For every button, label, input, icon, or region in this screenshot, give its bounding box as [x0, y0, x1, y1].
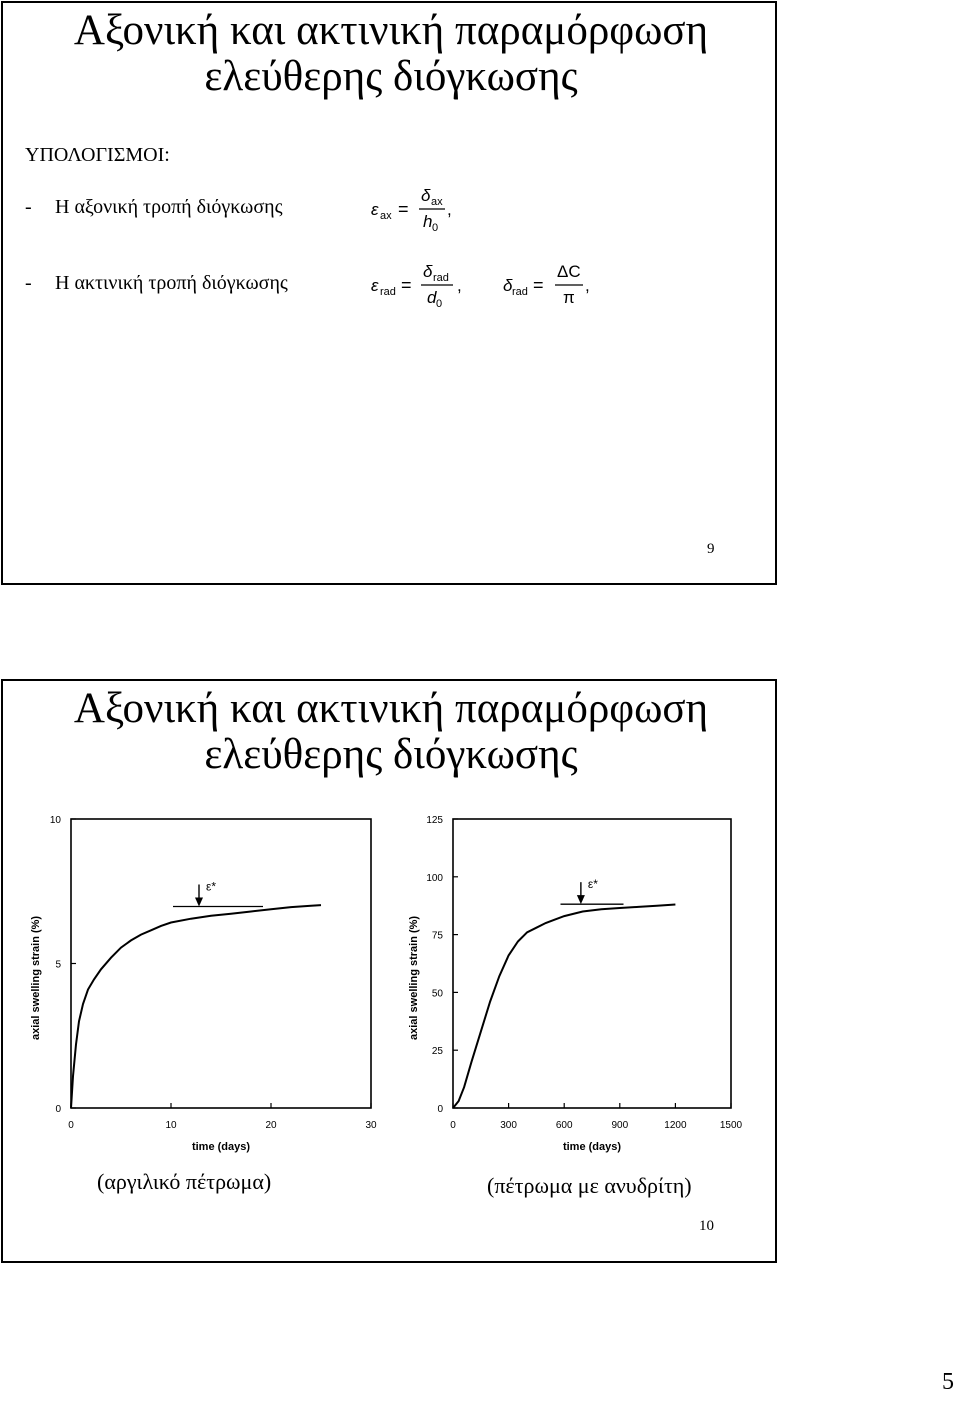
svg-text:rad: rad [512, 286, 528, 298]
x-tick-label: 300 [500, 1120, 517, 1131]
x-tick-label: 10 [165, 1120, 177, 1131]
x-tick-label: 600 [555, 1120, 573, 1131]
svg-text:π: π [563, 288, 575, 307]
slide-10 [1, 679, 777, 1263]
svg-text:δ: δ [421, 186, 431, 205]
swelling-curve [71, 905, 321, 1108]
x-tick-label: 30 [365, 1120, 377, 1131]
slide-9 [1, 1, 777, 585]
bullet-axial-strain: - Η αξονική τροπή διόγκωσης [25, 196, 283, 218]
y-tick-label: 100 [426, 872, 443, 884]
epsilon-star-label: ε* [587, 877, 598, 892]
epsilon-star-arrowhead [195, 897, 203, 906]
bullet-radial-strain: - Η ακτινική τροπή διόγκωσης [25, 272, 288, 294]
plot-frame [453, 819, 731, 1108]
caption-clay-rock: (αργιλικό πέτρωμα) [97, 1169, 272, 1194]
svg-text:d: d [427, 288, 437, 307]
epsilon-star-label: ε* [206, 879, 217, 894]
svg-text:ax: ax [380, 210, 392, 222]
plot-frame [71, 819, 371, 1108]
svg-text:h: h [423, 212, 433, 231]
svg-text:,: , [585, 276, 590, 295]
svg-text:rad: rad [380, 286, 396, 298]
chart-anhydrite-rock [405, 809, 750, 1159]
calculations-label: ΥΠΟΛΟΓΙΣΜΟΙ: [25, 144, 170, 166]
slide-title-line2: ελεύθερης διόγκωσης [204, 53, 578, 100]
y-tick-label: 5 [55, 959, 61, 971]
x-tick-label: 20 [265, 1120, 277, 1131]
svg-text:rad: rad [433, 272, 449, 284]
x-tick-label: 0 [450, 1120, 456, 1131]
y-tick-label: 50 [431, 988, 443, 1000]
y-axis-label: axial swelling strain (%) [30, 915, 42, 1040]
svg-text:=: = [398, 199, 409, 219]
y-tick-label: 10 [49, 815, 61, 826]
svg-text:ax: ax [431, 196, 443, 208]
y-tick-label: 0 [437, 1104, 443, 1115]
y-tick-label: 75 [431, 930, 443, 942]
swelling-curve [453, 905, 675, 1109]
y-axis-label: axial swelling strain (%) [408, 915, 420, 1040]
page-number: 5 [942, 1369, 954, 1395]
radial-displacement-formula [501, 261, 601, 315]
radial-strain-formula [369, 261, 479, 315]
svg-text:=: = [533, 275, 544, 295]
x-tick-label: 1500 [719, 1120, 743, 1131]
slide-number: 10 [699, 1218, 714, 1234]
svg-text:δ: δ [423, 262, 433, 281]
y-tick-label: 25 [431, 1046, 443, 1058]
slide-title-line1: Αξονική και ακτινική παραμόρφωση [73, 685, 709, 732]
svg-text:=: = [401, 275, 412, 295]
svg-text:0: 0 [432, 222, 439, 234]
y-tick-label: 125 [426, 815, 443, 826]
epsilon-star-arrowhead [577, 895, 585, 904]
svg-text:ε: ε [371, 200, 379, 219]
svg-text:ε: ε [371, 276, 379, 295]
x-tick-label: 0 [68, 1120, 74, 1131]
x-axis-label: time (days) [191, 1141, 251, 1153]
slide-title-line2: ελεύθερης διόγκωσης [204, 731, 578, 778]
slide-number: 9 [707, 541, 715, 557]
caption-anhydrite-rock: (πέτρωμα με ανυδρίτη) [487, 1173, 692, 1198]
x-tick-label: 900 [611, 1120, 629, 1131]
axial-strain-formula [369, 181, 469, 235]
svg-text:,: , [447, 200, 452, 219]
x-axis-label: time (days) [562, 1141, 622, 1153]
svg-text:,: , [457, 276, 462, 295]
svg-text:δ: δ [503, 276, 513, 295]
y-tick-label: 0 [55, 1104, 61, 1115]
slide-title-line1: Αξονική και ακτινική παραμόρφωση [73, 7, 709, 54]
x-tick-label: 1200 [664, 1120, 687, 1131]
svg-text:ΔC: ΔC [557, 262, 581, 281]
chart-clay-rock [27, 809, 382, 1159]
svg-text:0: 0 [436, 298, 443, 310]
